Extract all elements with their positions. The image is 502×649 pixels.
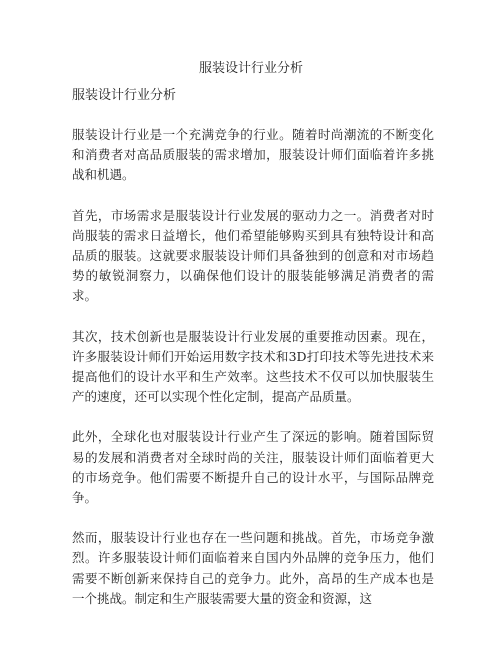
paragraph: 其次，技术创新也是服装设计行业发展的重要推动因素。现在，许多服装设计师们开始运用数字技术和3D打印技术等先进技术来提高他们的设计水平和生产效率。这些技术不仅可以加快服装生产的速度，还可以实现个性化定制，提高产品质量。 — [72, 328, 434, 405]
document-title: 服装设计行业分析 — [198, 61, 303, 76]
paragraph: 此外，全球化也对服装设计行业产生了深远的影响。随着国际贸易的发展和消费者对全球时尚的关注，服装设计师们面临着更大的市场竞争。他们需要不断提升自己的设计水平，与国际品牌竞争。 — [72, 429, 434, 506]
document-body — [72, 125, 434, 629]
paragraph: 服装设计行业是一个充满竞争的行业。随着时尚潮流的不断变化和消费者对高品质服装的需求增加，服装设计师们面临着许多挑战和机遇。 — [72, 127, 434, 183]
paragraph: 首先，市场需求是服装设计行业发展的驱动力之一。消费者对时尚服装的需求日益增长，他们希望能够购买到具有独特设计和高品质的服装。这就要求服装设计师们具备独到的创意和对市场趋势的敏锐洞察力，以确保他们设计的服装能够满足消费者的需求。 — [72, 207, 434, 304]
paragraph: 然而，服装设计行业也存在一些问题和挑战。首先，市场竞争激烈。许多服装设计师们面临着来自国内外品牌的竞争压力，他们需要不断创新来保持自己的竞争力。此外，高昂的生产成本也是一个挑战。制定和生产服装需要大量的资金和资源，这 — [72, 530, 434, 606]
document-heading: 服装设计行业分析 — [72, 88, 177, 103]
